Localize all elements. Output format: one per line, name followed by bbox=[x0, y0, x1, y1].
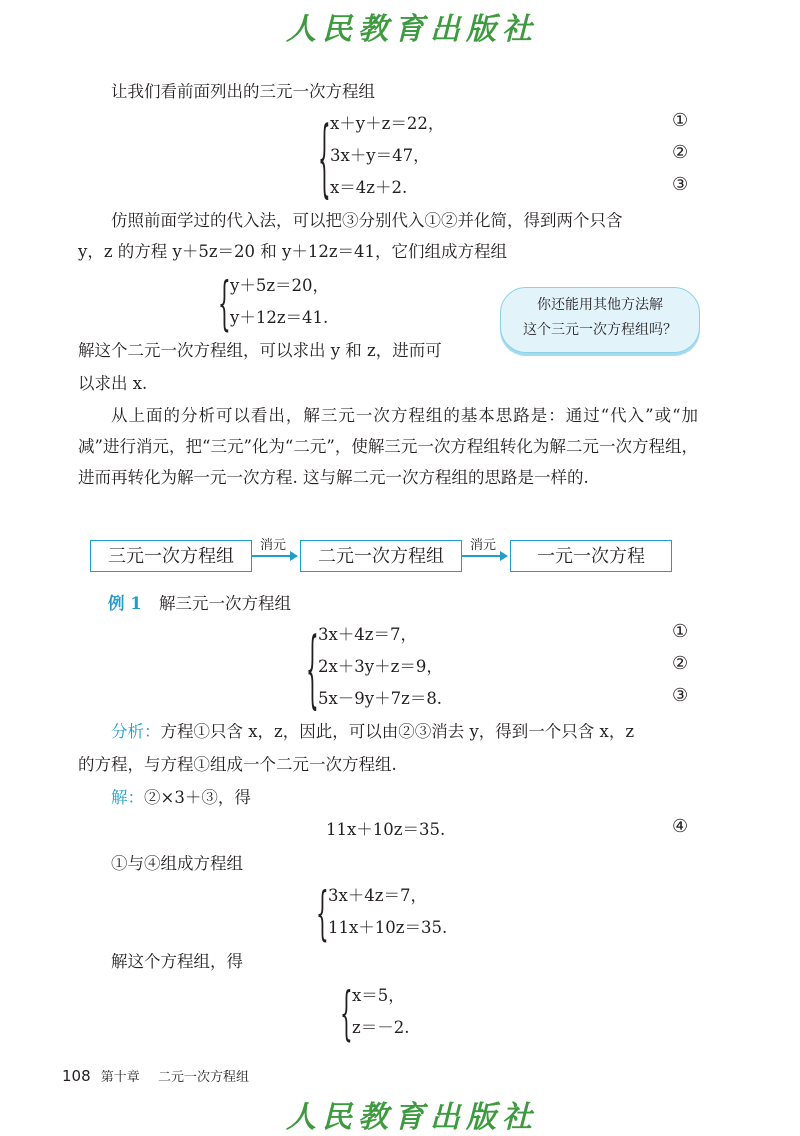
example-heading bbox=[108, 588, 291, 619]
page-number: 108 bbox=[62, 1067, 91, 1085]
para4-text: 从上面的分析可以看出，解三元一次方程组的基本思路是：通过“代入”或“加减”进行消元，把“三元”化为“二元”，使解三元一次方程组转化为解二元一次方程组，进而再转化为解一元一次方程. 这与解二元一次方程组的思路是一样的. bbox=[78, 406, 698, 487]
para2-line1: 仿照前面学过的代入法，可以把③分别代入①②并化简，得到两个只含 bbox=[111, 211, 623, 230]
eq-number-2: ② bbox=[672, 142, 689, 163]
thought-bubble-text bbox=[510, 293, 690, 343]
eq-number-3: ③ bbox=[672, 174, 689, 195]
para2-line2: y，z 的方程 y＋5z＝20 和 y＋12z＝41，它们组成方程组 bbox=[78, 242, 508, 261]
solve-text: 解这个方程组，得 bbox=[111, 952, 243, 971]
combine-text: ①与④组成方程组 bbox=[111, 854, 243, 873]
flow-box-one-variable: 一元一次方程 bbox=[510, 540, 672, 572]
combined-system-brace: { bbox=[316, 878, 329, 948]
analysis-line2: 的方程，与方程①组成一个二元一次方程组. bbox=[78, 755, 397, 774]
combined-eq2: 11x＋10z＝35. bbox=[328, 918, 448, 937]
result-system-brace: { bbox=[340, 978, 353, 1048]
example-title: 解三元一次方程组 bbox=[158, 594, 291, 613]
flow-arrow-1 bbox=[252, 555, 296, 557]
system1-brace: { bbox=[318, 106, 331, 207]
eq-number-1: ① bbox=[672, 110, 689, 131]
example-number-3: ③ bbox=[672, 685, 689, 706]
example-number-1: ① bbox=[672, 621, 689, 642]
flow-box-two-variable: 二元一次方程组 bbox=[300, 540, 462, 572]
analysis-line1 bbox=[78, 716, 698, 747]
system1-eq3: x＝4z＋2. bbox=[330, 178, 408, 197]
bubble-line2: 这个三元一次方程组吗？ bbox=[523, 322, 677, 338]
solution-text: ②×3＋③，得 bbox=[144, 788, 251, 807]
chapter-title: 二元一次方程组 bbox=[157, 1070, 249, 1085]
solution-line bbox=[78, 782, 698, 813]
example-eq2: 2x＋3y＋z＝9， bbox=[318, 657, 443, 676]
example-label: 例 1 bbox=[108, 594, 142, 613]
intro-text: 让我们看前面列出的三元一次方程组 bbox=[111, 82, 375, 101]
publisher-logo-bottom: 人民教育出版社 bbox=[286, 1100, 538, 1135]
bubble-line1: 你还能用其他方法解 bbox=[537, 297, 663, 313]
flow-arrow-label-1: 消元 bbox=[260, 538, 287, 553]
result-eq2: z＝－2. bbox=[352, 1018, 410, 1037]
example-system-brace: { bbox=[306, 617, 319, 718]
flow-box-three-variable: 三元一次方程组 bbox=[90, 540, 252, 572]
system2-brace: { bbox=[218, 268, 231, 338]
example-number-4: ④ bbox=[672, 816, 689, 837]
example-eq1: 3x＋4z＝7， bbox=[318, 625, 417, 644]
flow-arrow-2 bbox=[462, 555, 506, 557]
analysis-text: 方程①只含 x，z，因此，可以由②③消去 y，得到一个只含 x，z bbox=[160, 722, 635, 741]
combined-eq1: 3x＋4z＝7， bbox=[328, 886, 427, 905]
system2-eq2: y＋12z＝41. bbox=[230, 308, 329, 327]
example-eq3: 5x－9y＋7z＝8. bbox=[318, 689, 443, 708]
system2-eq1: y＋5z＝20， bbox=[230, 276, 330, 295]
system1-eq2: 3x＋y＝47， bbox=[330, 146, 430, 165]
analysis-label: 分析： bbox=[111, 722, 161, 741]
page-footer bbox=[62, 1066, 249, 1085]
para3-line1: 解这个二元一次方程组，可以求出 y 和 z，进而可 bbox=[78, 341, 442, 360]
system1-eq1: x＋y＋z＝22， bbox=[330, 114, 445, 133]
example-eq4: 11x＋10z＝35. bbox=[326, 820, 446, 839]
para3-line2: 以求出 x. bbox=[78, 374, 148, 393]
flow-arrow-label-2: 消元 bbox=[470, 538, 497, 553]
example-number-2: ② bbox=[672, 653, 689, 674]
solution-label: 解： bbox=[111, 788, 144, 807]
chapter-label: 第十章 bbox=[100, 1070, 140, 1085]
result-eq1: x＝5， bbox=[352, 986, 405, 1005]
publisher-logo: 人民教育出版社 bbox=[286, 12, 538, 47]
